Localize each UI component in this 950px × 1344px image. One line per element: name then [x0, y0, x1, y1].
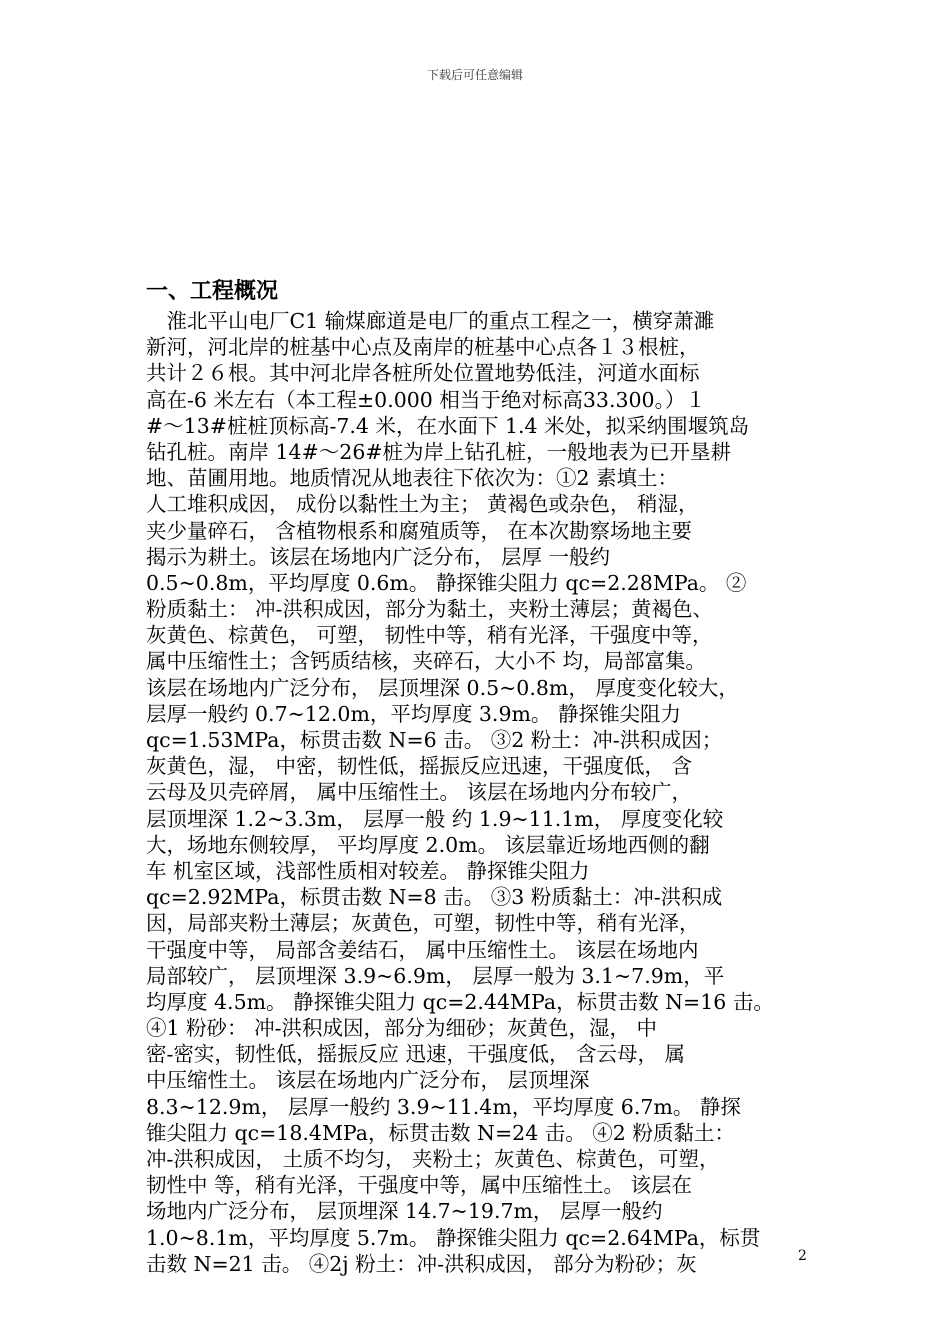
text-line: 地、苗圃用地。地质情况从地表往下依次为：①2 素填土：: [146, 466, 679, 491]
text-line: 干强度中等， 局部含姜结石， 属中压缩性土。 该层在场地内: [146, 937, 699, 962]
text-line: 共计２６根。其中河北岸各桩所处位置地势低洼，河道水面标: [146, 361, 700, 386]
text-line: 密-密实，韧性低，摇振反应 迅速，干强度低， 含云母， 属: [146, 1042, 685, 1067]
text-line: 均厚度 4.5m。 静探锥尖阻力 qc=2.44MPa，标贯击数 N=16 击。: [146, 989, 774, 1014]
text-line: qc=2.92MPa，标贯击数 N=8 击。 ③3 粉质黏土：冲-洪积成: [146, 885, 723, 910]
text-line: 层厚一般约 0.7~12.0m，平均厚度 3.9m。 静探锥尖阻力: [146, 701, 681, 726]
text-line: 灰黄色，湿， 中密，韧性低，摇振反应迅速，干强度低， 含: [146, 754, 693, 779]
text-line: qc=1.53MPa，标贯击数 N=6 击。 ③2 粉土：冲-洪积成因；: [146, 728, 723, 752]
text-line: 冲-洪积成因， 土质不均匀， 夹粉土；灰黄色、棕黄色，可塑，: [146, 1147, 720, 1171]
text-line: 夹少量碎石， 含植物根系和腐殖质等， 在本次勘察场地主要: [146, 518, 693, 543]
text-line: 钻孔桩。南岸 14#～26#桩为岸上钻孔桩，一般地表为已开垦耕: [146, 439, 732, 464]
text-line: 该层在场地内广泛分布， 层顶埋深 0.5~0.8m， 厚度变化较大，: [146, 675, 739, 700]
text-line: 1.0~8.1m，平均厚度 5.7m。 静探锥尖阻力 qc=2.64MPa，标贯: [146, 1225, 761, 1250]
text-line: ④1 粉砂： 冲-洪积成因，部分为细砂；灰黄色，湿， 中: [146, 1016, 658, 1041]
text-line: 云母及贝壳碎屑， 属中压缩性土。 该层在场地内分布较广，: [146, 780, 693, 805]
text-line: 因，局部夹粉土薄层；灰黄色，可塑，韧性中等，稍有光泽，: [146, 911, 700, 936]
text-line: 高在-6 米左右（本工程±0.000 相当于绝对标高33.300。）１: [146, 387, 706, 412]
text-line: 新河，河北岸的桩基中心点及南岸的桩基中心点各１３根桩，: [146, 335, 700, 360]
text-line: 灰黄色、棕黄色， 可塑， 韧性中等，稍有光泽，干强度中等，: [146, 623, 713, 648]
text-line: 淮北平山电厂C1 输煤廊道是电厂的重点工程之一，横穿萧濉: [146, 309, 715, 333]
text-line: 中压缩性土。 该层在场地内广泛分布， 层顶埋深: [146, 1068, 590, 1093]
text-line: #～13#桩桩顶标高-7.4 米，在水面下 1.4 米处，拟采纳围堰筑岛: [146, 413, 750, 438]
text-line: 场地内广泛分布， 层顶埋深 14.7~19.7m， 层厚一般约: [146, 1199, 663, 1224]
text-line: 大，场地东侧较厚， 平均厚度 2.0m。 该层靠近场地西侧的翻: [146, 832, 710, 857]
body-text: [146, 308, 822, 1277]
text-line: 层顶埋深 1.2~3.3m， 层厚一般 约 1.9~11.1m， 厚度变化较: [146, 806, 724, 831]
text-line: 揭示为耕土。该层在场地内广泛分布， 层厚 一般约: [146, 544, 611, 569]
text-line: 车 机室区域，浅部性质相对较差。 静探锥尖阻力: [146, 858, 590, 883]
header-note: 下载后可任意编辑: [426, 68, 523, 82]
text-line: 人工堆积成因， 成份以黏性土为主； 黄褐色或杂色， 稍湿，: [146, 492, 699, 517]
text-line: 8.3~12.9m， 层厚一般约 3.9~11.4m，平均厚度 6.7m。 静探: [146, 1094, 741, 1119]
page-number: 2: [798, 1248, 807, 1264]
text-line: 0.5~0.8m，平均厚度 0.6m。 静探锥尖阻力 qc=2.28MPa。 ②: [146, 570, 747, 595]
text-line: 锥尖阻力 qc=18.4MPa，标贯击数 N=24 击。 ④2 粉质黏土：: [146, 1120, 735, 1145]
text-line: 击数 N=21 击。 ④2j 粉土：冲-洪积成因， 部分为粉砂；灰: [146, 1251, 697, 1276]
section-title: 一、工程概况: [146, 279, 279, 304]
text-line: 粉质黏土： 冲-洪积成因，部分为黏土，夹粉土薄层；黄褐色、: [146, 597, 713, 622]
text-line: 属中压缩性土；含钙质结核，夹碎石，大小不 均，局部富集。: [146, 649, 707, 674]
text-line: 韧性中 等，稍有光泽，干强度中等，属中压缩性土。 该层在: [146, 1173, 693, 1198]
text-line: 局部较广， 层顶埋深 3.9~6.9m， 层厚一般为 3.1~7.9m，平: [146, 963, 725, 988]
